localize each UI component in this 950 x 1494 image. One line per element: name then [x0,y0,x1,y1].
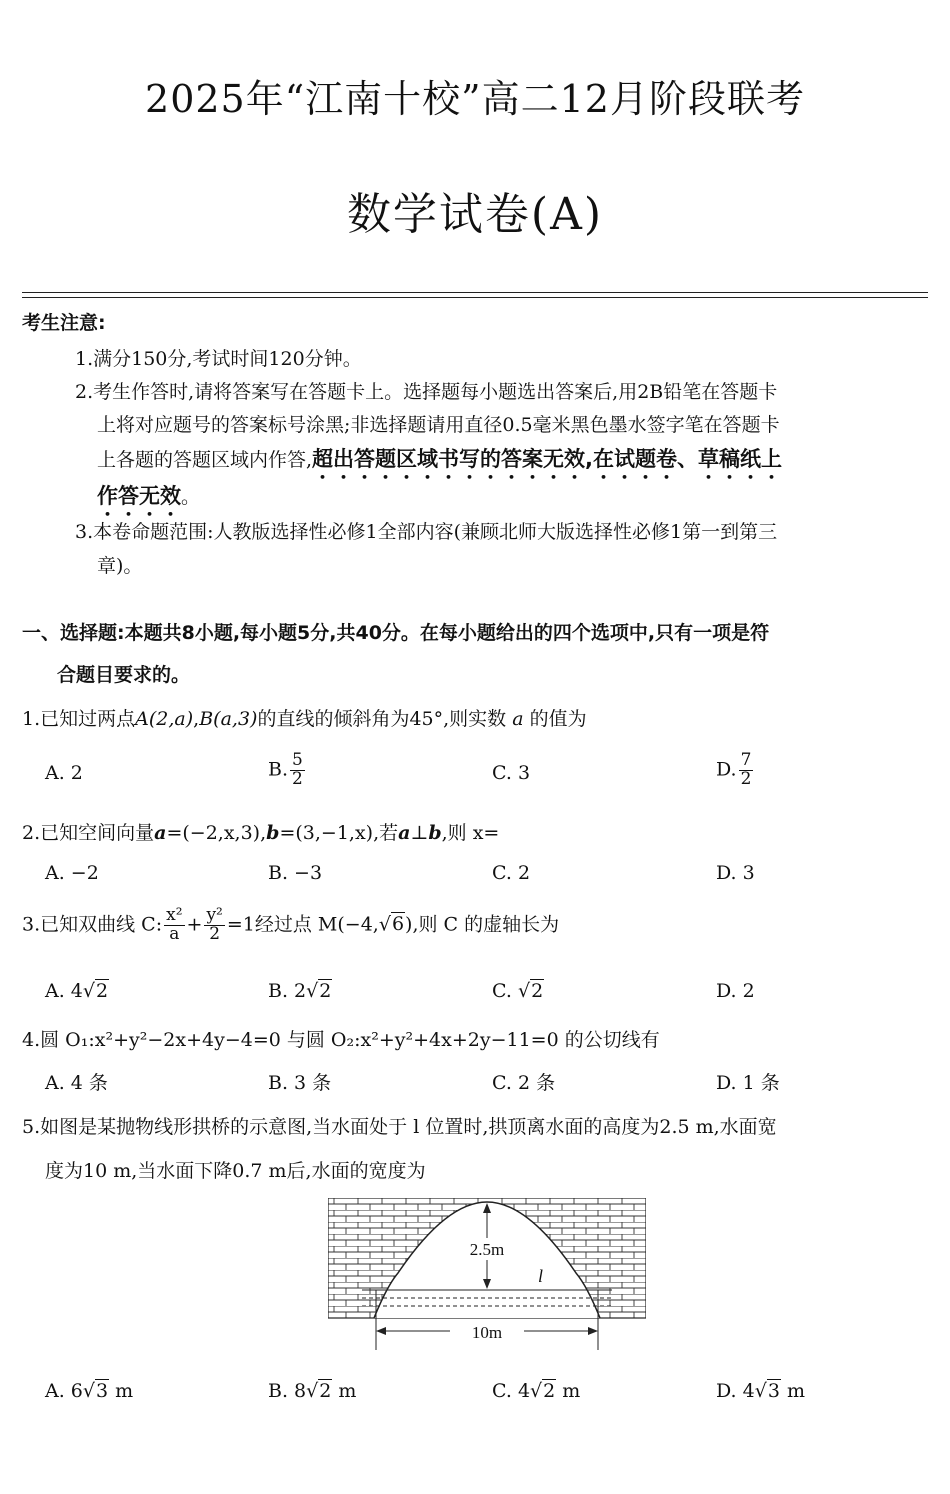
q2-option-c: C. 2 [492,862,531,884]
height-label: 2.5m [469,1240,505,1259]
width-arrowhead-right [588,1327,598,1335]
q5-option-d: D. 4√3 m [716,1380,805,1402]
q4-option-c: C. 2 条 [492,1072,556,1094]
q3-plus: + [186,913,203,936]
q2-perp-b: b [428,822,442,844]
q1-option-d-label: D. [716,758,737,781]
q5-option-b: B. 8√2 m [268,1380,357,1402]
q3-c-rad: 2 [531,980,544,1002]
q1-text: 1.已知过两点 [22,708,136,730]
notice-item-2-line-1: 2.考生作答时,请将答案写在答题卡上。选择题每小题选出答案后,用2B铅笔在答题卡 [75,381,778,403]
width-label: 10m [471,1323,503,1342]
q2-eq-a: =(−2,x,3), [166,822,267,844]
q3-a-rad: 2 [96,980,109,1002]
q1-text-3: 的值为 [529,708,587,730]
q3-text-2: =1经过点 M(−4, [226,913,379,936]
question-3-stem: 3.已知双曲线 C: $\frac{\text{x²}}{a}$ + $\frac{\text{y²}}{2}$ =1经过点 M(−4,√6),则 C 的虚轴长为 [22,905,560,944]
q5-b-rad: 2 [319,1380,332,1402]
q1-d-den: 2 [740,768,752,789]
width-arrowhead-left [376,1327,386,1335]
q5-a-pre: A. 6 [45,1380,83,1402]
q2-option-d: D. 3 [716,862,755,884]
q2-perp-symbol: ⊥ [410,822,429,844]
q5-d-rad: 3 [767,1380,780,1402]
q1-d-num: 7 [740,750,752,770]
q4-option-a: A. 4 条 [45,1072,108,1094]
notice-item-3-line-1: 3.本卷命题范围:人教版选择性必修1全部内容(兼顾北师大版选择性必修1第一到第三 [75,521,778,543]
q3-b-pre: B. 2 [268,980,307,1002]
q3-text: 3.已知双曲线 C: [22,913,163,936]
q2-vector-b: b [266,822,280,844]
q1-option-b-fraction [290,752,305,789]
notice-item-2-line-4 [97,480,200,521]
q1-option-d-fraction [739,752,754,789]
q3-fraction-2 [204,907,224,944]
question-4-stem: 4.圆 O₁:x²+y²−2x+4y−4=0 与圆 O₂:x²+y²+4x+2y−11=0 的公切线有 [22,1029,660,1051]
q5-option-c: C. 4√2 m [492,1380,581,1402]
q2-option-a: A. −2 [45,862,99,884]
q3-b-rad: 2 [319,980,332,1002]
q1-option-a: A. 2 [45,762,83,784]
q3-option-b: B. 2√2 [268,980,332,1002]
divider-top [22,292,928,293]
q5-c-unit: m [556,1380,581,1402]
q5-c-pre: C. 4 [492,1380,531,1402]
q2-text: 2.已知空间向量 [22,822,155,844]
q5-a-unit: m [109,1380,134,1402]
q1-var: a [512,708,524,730]
notice-item-2-line-2: 上将对应题号的答案标号涂黑;非选择题请用直径0.5毫米黑色墨水签字笔在答题卡 [97,414,780,436]
q3-f1-num: x² [166,905,183,925]
q5-c-rad: 2 [543,1380,556,1402]
notice-warning-emphasis-end: 作答无效 [97,484,181,508]
question-5-stem-line-2: 度为10 m,当水面下降0.7 m后,水面的宽度为 [45,1160,426,1182]
divider-bottom [22,297,928,298]
q1-point-b: B(a,3) [199,708,258,730]
notice-period: 。 [181,486,201,508]
notice-item-2-text: 上各题的答题区域内作答, [97,449,313,471]
q1-option-d [716,752,755,789]
question-2-stem [22,818,499,845]
section-1-heading-line-1: 一、选择题:本题共8小题,每小题5分,共40分。在每小题给出的四个选项中,只有一项是符 [22,622,770,644]
q1-b-den: 2 [292,768,303,789]
q3-option-c: C. √2 [492,980,544,1002]
q2-text-end: ,则 x= [441,822,500,844]
q3-option-d: D. 2 [716,980,755,1002]
q1-sep: , [193,708,200,730]
q1-b-num: 5 [292,750,303,770]
notice-item-3-line-2: 章)。 [97,555,143,577]
q5-a-rad: 3 [96,1380,109,1402]
q4-option-b: B. 3 条 [268,1072,332,1094]
q1-option-b [268,752,307,789]
question-1-stem [22,704,587,731]
q1-point-a: A(2,a) [135,708,194,730]
q2-perp-a: a [398,822,411,844]
arch-bridge-figure [328,1198,646,1350]
water-level-label: l [538,1266,544,1286]
q3-radicand: 6 [391,913,405,936]
q3-a-pre: A. 4 [45,980,83,1002]
q3-f1-den: a [169,923,180,944]
q1-option-c: C. 3 [492,762,531,784]
q5-b-pre: B. 8 [268,1380,307,1402]
q1-text-2: 的直线的倾斜角为45°,则实数 [257,708,507,730]
q5-option-a: A. 6√3 m [45,1380,134,1402]
q3-f2-den: 2 [209,923,221,944]
q4-option-d: D. 1 条 [716,1072,780,1094]
q5-d-unit: m [780,1380,805,1402]
q5-d-pre: D. 4 [716,1380,755,1402]
q2-eq-b: =(3,−1,x),若 [279,822,399,844]
exam-subtitle: 数学试卷(A) [346,189,604,240]
q2-option-b: B. −3 [268,862,323,884]
q2-vector-a: a [154,822,167,844]
q3-fraction-1 [164,907,184,944]
notice-heading: 考生注意: [22,312,106,334]
section-1-heading-line-2: 合题目要求的。 [57,664,191,686]
q3-option-a: A. 4√2 [45,980,109,1002]
q1-option-b-label: B. [268,758,289,781]
q3-f2-num: y² [206,905,223,925]
exam-title: 2025年“江南十校”高二12月阶段联考 [145,77,805,121]
notice-item-2-line-3 [97,443,782,484]
question-5-stem-line-1: 5.如图是某抛物线形拱桥的示意图,当水面处于 l 位置时,拱顶离水面的高度为2.5 m,水面宽 [22,1116,777,1138]
notice-warning-emphasis: 超出答题区域书写的答案无效,在试题卷、草稿纸上 [312,447,783,471]
q3-text-3: ),则 C 的虚轴长为 [405,913,560,936]
q3-c-pre: C. [492,980,518,1002]
q5-b-unit: m [332,1380,357,1402]
notice-item-1: 1.满分150分,考试时间120分钟。 [75,348,362,370]
